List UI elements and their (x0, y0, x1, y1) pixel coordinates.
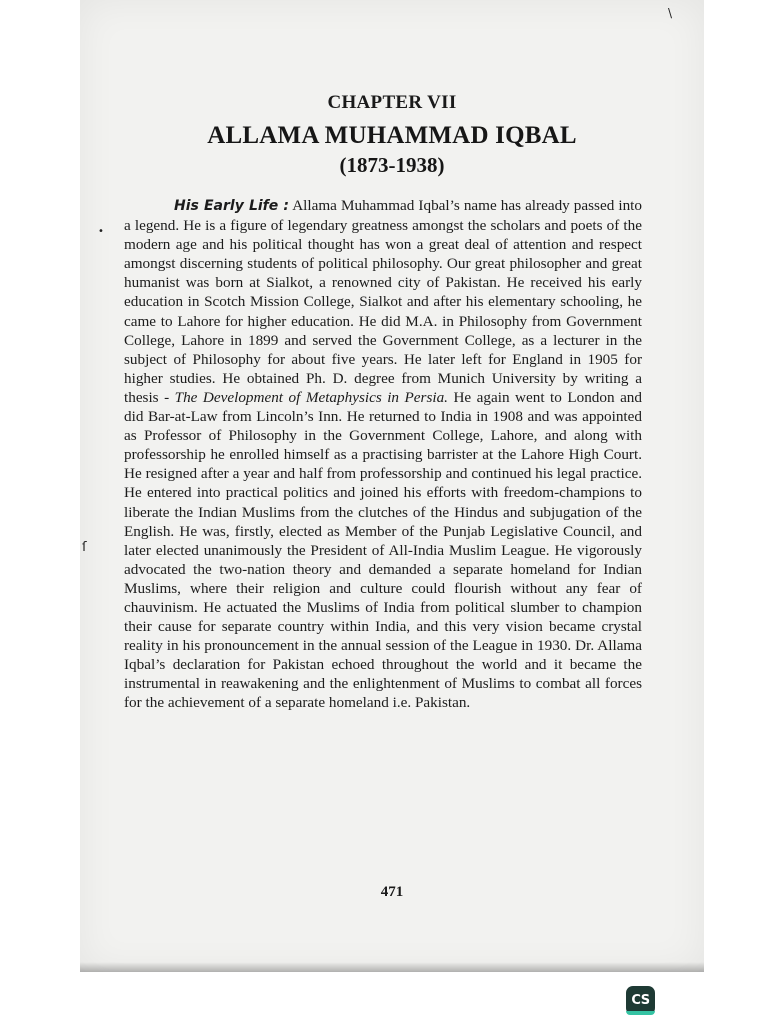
section-lead: His Early Life : (174, 198, 289, 214)
body-paragraph (124, 196, 642, 713)
scan-artifact: • (98, 226, 104, 237)
life-years: (1873-1938) (339, 153, 445, 177)
thesis-title: The Development of Metaphysics in Persia. (174, 388, 448, 406)
scan-artifact: ſ (82, 540, 87, 555)
body-text: Allama Muhammad Iqbal’s name has already passed into a legend. He is a figure of legendary greatness amongst the scholars and poets of the modern age and his political thought has won a great deal of attention and respect amongst discerning students of political philosophy. Our great philosopher and great humanist was born at Sialkot, a renowned city of Pakistan. He received his early education in Scotch Mission College, Sialkot and after his elementary schooling, he came to Lahore for higher education. He did M.A. in Philosophy from Government College, Lahore in 1899 and served the Government College, as a lecturer in the subject of Philosophy for about five years. He later left for England in 1905 for higher studies. He obtained Ph. D. degree from Munich University by writing a thesis - (124, 197, 642, 406)
page-number: 471 (380, 884, 404, 900)
body-text-continued: He again went to London and did Bar-at-Law from Lincoln’s Inn. He returned to India in 1908 and was appointed as Professor of Philosophy in the Government College, Lahore, and along with professorship he enrolled himself as a practising barrister at the Lahore High Court. He resigned after a year and half from professorship and continued his legal practice. He entered into practical politics and joined his efforts with freedom-champions to liberate the Indian Muslims from the clutches of the Hindus and subjugation of the English. He was, firstly, elected as Member of the Punjab Legislative Council, and later elected unanimously the President of All-India Muslim League. He vigorously advocated the two-nation theory and demanded a separate homeland for Indian Muslims, where their religion and culture could flourish without any fear of chauvinism. He actuated the Muslims of India from political slumber to champion their cause for separate country within India, and this very vision became crystal reality in his pronouncement in the annual session of the League in 1930. Dr. Allama Iqbal’s declaration for Pakistan echoed throughout the world and it became the instrumental in reawakening and the enlightenment of Muslims to combat all forces for the achievement of a separate homeland i.e. Pakistan. (124, 388, 642, 712)
chapter-heading: CHAPTER VII (327, 92, 457, 113)
scan-artifact: \ (668, 6, 673, 20)
scanned-page (80, 0, 704, 972)
camscanner-logo (626, 986, 655, 1015)
logo-text: CS (631, 993, 650, 1008)
page-title: ALLAMA MUHAMMAD IQBAL (207, 122, 577, 149)
